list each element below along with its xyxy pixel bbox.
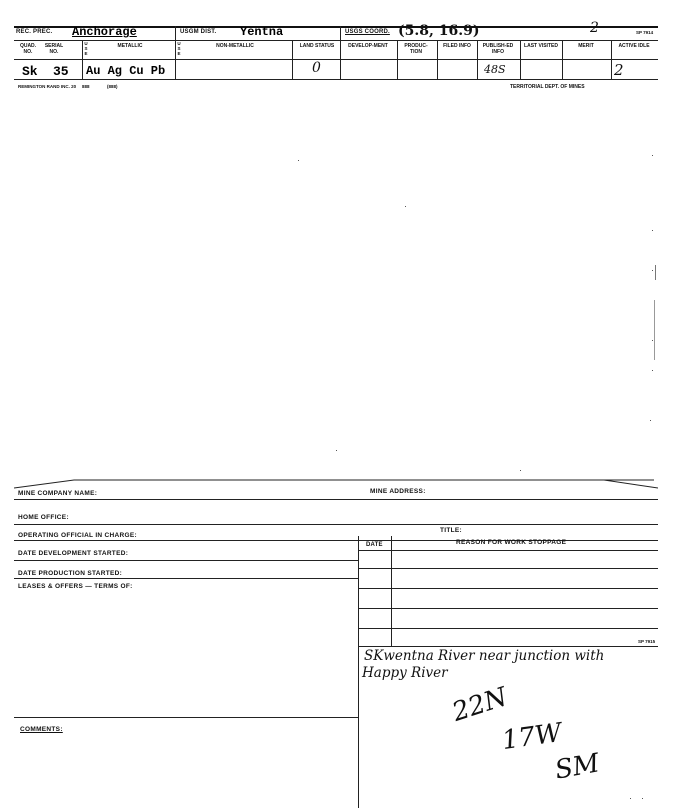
col-quad: QUAD. NO. [19, 43, 37, 55]
usgm-dist-value: Yentna [240, 25, 284, 39]
form-code-bottom: SP 7915 [638, 639, 656, 644]
form-code-top: SP 7914 [636, 30, 654, 35]
col-filed-info: FILED INFO [443, 43, 471, 49]
col-serial: SERIAL NO. [44, 43, 64, 55]
stoppage-rule [358, 646, 658, 647]
stoppage-rule [358, 550, 658, 551]
row-bottom [14, 79, 658, 80]
stoppage-date-divider [391, 536, 392, 646]
usgm-dist-label: USGM DIST. [180, 29, 217, 35]
title-label: TITLE: [440, 527, 463, 534]
printer-code-2: (888) [107, 84, 118, 89]
col-use-1: U S E [84, 41, 88, 56]
speck [405, 206, 406, 207]
handwritten-meridian: SM [552, 748, 602, 786]
rec-prec-value: Anchorage [72, 25, 137, 39]
leases-label: LEASES & OFFERS — TERMS OF: [18, 583, 133, 590]
edge-mark [655, 265, 656, 280]
rule [14, 499, 658, 500]
speck [650, 420, 651, 421]
row-quad: Sk [22, 64, 38, 79]
home-office-label: HOME OFFICE: [18, 514, 69, 521]
speck [642, 798, 643, 799]
rec-prec-label: REC. PREC. [16, 29, 53, 35]
row-active-mark: 2 [614, 61, 624, 79]
printer-line: REMINGTON RAND INC. 20 [18, 84, 77, 89]
rule [14, 578, 358, 579]
speck [652, 155, 653, 156]
stoppage-rule [358, 608, 658, 609]
comments-label: COMMENTS: [20, 726, 63, 733]
col-active-idle: ACTIVE IDLE [618, 43, 650, 49]
column-header-bottom [14, 59, 658, 60]
fold-line [14, 474, 658, 494]
row-metallic: Au Ag Cu Pb [86, 64, 166, 78]
department-line: TERRITORIAL DEPT. OF MINES [510, 84, 585, 90]
col-development: DEVELOP-MENT [348, 43, 388, 49]
operating-official-label: OPERATING OFFICIAL IN CHARGE: [18, 532, 137, 539]
col-merit: MERIT [578, 43, 594, 49]
col-last-visited: LAST VISITED [524, 43, 558, 49]
header-divider-2 [340, 26, 341, 40]
date-development-label: DATE DEVELOPMENT STARTED: [18, 550, 129, 557]
header-divider-1 [175, 26, 176, 40]
row-serial: 35 [53, 64, 69, 79]
speck [652, 370, 653, 371]
handwritten-location-line-2: Happy River [362, 665, 448, 681]
mine-company-name-label: MINE COMPANY NAME: [18, 490, 98, 497]
row-published-info: 48S [484, 63, 506, 76]
col-metallic: METALLIC [117, 43, 143, 49]
usgs-coord-value: (5.8, 16.9) [398, 23, 480, 39]
speck [652, 340, 653, 341]
handwritten-range: 17W [500, 717, 564, 757]
comments-rule [14, 717, 358, 718]
rule [14, 560, 358, 561]
col-use-2: U S E [177, 41, 181, 56]
stoppage-date-header: DATE [366, 542, 383, 548]
stoppage-reason-header: REASON FOR WORK STOPPAGE [456, 539, 567, 546]
handwritten-township: 22N [448, 682, 512, 728]
speck [298, 160, 299, 161]
handwritten-location-line-1: SKwentna River near junction with [364, 648, 605, 664]
speck [520, 470, 521, 471]
printer-code-1: 888 [82, 84, 90, 89]
stoppage-rule [358, 588, 658, 589]
speck [630, 798, 631, 799]
col-land-status: LAND STATUS [299, 43, 335, 49]
speck [652, 270, 653, 271]
top-right-mark: 2 [590, 20, 599, 36]
col-published-info: PUBLISH-ED INFO [482, 43, 514, 55]
edge-mark [654, 300, 655, 360]
usgs-coord-label: USGS COORD. [345, 29, 390, 35]
stoppage-left-border [358, 536, 359, 808]
speck [652, 230, 653, 231]
rule [14, 524, 658, 525]
stoppage-rule [358, 628, 658, 629]
mine-address-label: MINE ADDRESS: [370, 488, 426, 495]
col-non-metallic: NON-METALLIC [216, 43, 254, 49]
date-production-label: DATE PRODUCTION STARTED: [18, 570, 123, 577]
col-production: PRODUC-TION [404, 43, 428, 55]
speck [336, 450, 337, 451]
stoppage-rule [358, 568, 658, 569]
row-land-status: 0 [312, 60, 321, 76]
